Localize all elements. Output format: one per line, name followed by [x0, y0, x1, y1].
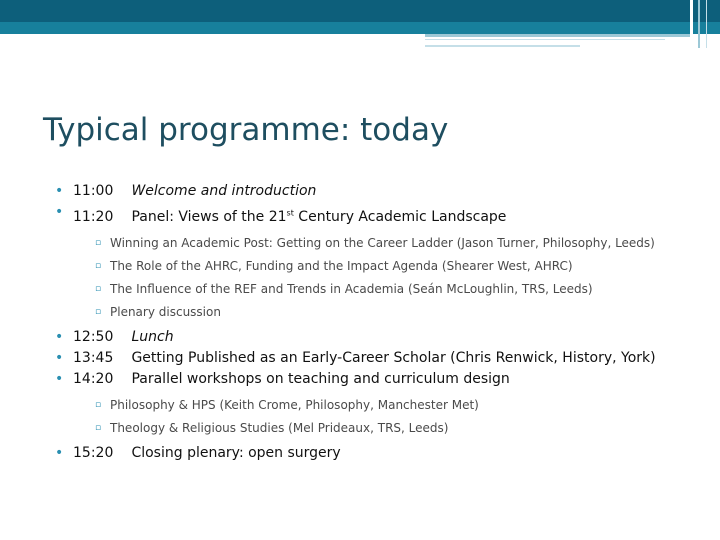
sub-list	[55, 235, 695, 321]
sub-item	[95, 258, 695, 275]
sub-list	[55, 397, 695, 437]
decorative-rule	[425, 45, 580, 47]
sub-item-text: Plenary discussion	[110, 304, 221, 319]
session-time: 11:20	[73, 208, 114, 225]
session-text: Welcome and introduction	[131, 183, 317, 199]
sub-item	[95, 304, 695, 321]
sub-item-text: The Role of the AHRC, Funding and the Impact Agenda (Shearer West, AHRC)	[110, 258, 573, 273]
bullet-icon: •	[55, 204, 64, 220]
bullet-icon: •	[55, 328, 64, 345]
sub-item	[95, 397, 695, 414]
session-text: Panel: Views of the 21st Century Academic Landscape	[131, 208, 507, 225]
sub-item-text: The Influence of the REF and Trends in Academia (Seán McLoughlin, TRS, Leeds)	[110, 281, 593, 296]
session-item	[55, 443, 695, 464]
session-text: Parallel workshops on teaching and curriculum design	[131, 370, 510, 387]
sub-item	[95, 235, 695, 252]
sub-item-text: Philosophy & HPS (Keith Crome, Philosophy, Manchester Met)	[110, 397, 479, 412]
session-time: 14:20	[73, 370, 114, 387]
sub-item-text: Theology & Religious Studies (Mel Prideaux, TRS, Leeds)	[110, 420, 449, 435]
bullet-icon: •	[55, 444, 64, 461]
sub-item	[95, 281, 695, 298]
bullet-icon: •	[55, 349, 64, 366]
bullet-icon: •	[55, 183, 64, 199]
session-item	[55, 369, 695, 390]
header-band-light	[0, 22, 690, 34]
sub-bullet-icon: ▫	[95, 399, 102, 410]
sub-bullet-icon: ▫	[95, 306, 102, 317]
session-item	[55, 181, 695, 202]
sub-item-text: Winning an Academic Post: Getting on the Career Ladder (Jason Turner, Philosophy, Leeds)	[110, 235, 655, 250]
programme-list	[55, 181, 695, 464]
sub-item	[95, 420, 695, 437]
session-time: 13:45	[73, 349, 114, 366]
sub-bullet-icon: ▫	[95, 237, 102, 248]
header-band-dark	[0, 0, 690, 22]
sub-bullet-icon: ▫	[95, 422, 102, 433]
superscript: st	[286, 208, 294, 217]
sub-bullet-icon: ▫	[95, 283, 102, 294]
session-text: Closing plenary: open surgery	[131, 444, 341, 461]
session-time: 15:20	[73, 444, 114, 461]
slide-title: Typical programme: today	[43, 112, 449, 148]
session-item	[55, 348, 695, 369]
session-text: Lunch	[131, 328, 174, 345]
session-time: 11:00	[73, 183, 114, 199]
decorative-rule	[425, 34, 690, 37]
decorative-stripe	[706, 0, 707, 48]
bullet-icon: •	[55, 370, 64, 387]
decorative-rule	[425, 39, 665, 40]
session-time: 12:50	[73, 328, 114, 345]
session-text: Getting Published as an Early-Career Scholar	[131, 349, 446, 366]
session-item	[55, 327, 695, 348]
session-detail: (Chris Renwick, History, York)	[445, 349, 656, 366]
session-item	[55, 202, 695, 228]
decorative-stripe	[698, 0, 700, 48]
sub-bullet-icon: ▫	[95, 260, 102, 271]
